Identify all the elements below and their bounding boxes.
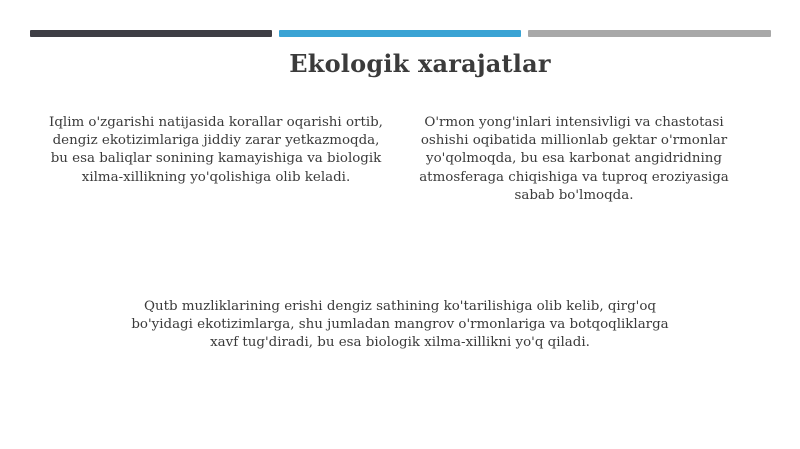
slide-title: Ekologik xarajatlar [289, 49, 551, 78]
accent-bar-dark [30, 30, 272, 37]
paragraph-polar-ice-melt: Qutb muzliklarining erishi dengiz sathining ko'tarilishiga olib kelib, qirg'oq bo'yidagi ekotizimlarga, shu jumladan mangrov o'rmonlariga va botqoqliklarga xavf tug'diradi, bu esa biologik xilma-xillikni yo'q qiladi. [131, 299, 669, 351]
paragraph-coral-bleaching: Iqlim o'zgarishi natijasida korallar oqarishi ortib, dengiz ekotizimlariga jiddiy zarar yetkazmoqda, bu esa baliqlar sonining kamayishiga va biologik xilma-xillikning yo'qolishiga olib keladi. [49, 115, 383, 185]
accent-bar-blue [279, 30, 521, 37]
paragraph-forest-fires: O'rmon yong'inlari intensivligi va chastotasi oshishi oqibatida millionlab gektar o'rmonlar yo'qolmoqda, bu esa karbonat angidridning atmosferaga chiqishiga va tuproq eroziyasiga sabab bo'lmoqda. [419, 115, 729, 203]
accent-bar-gray [528, 30, 771, 37]
